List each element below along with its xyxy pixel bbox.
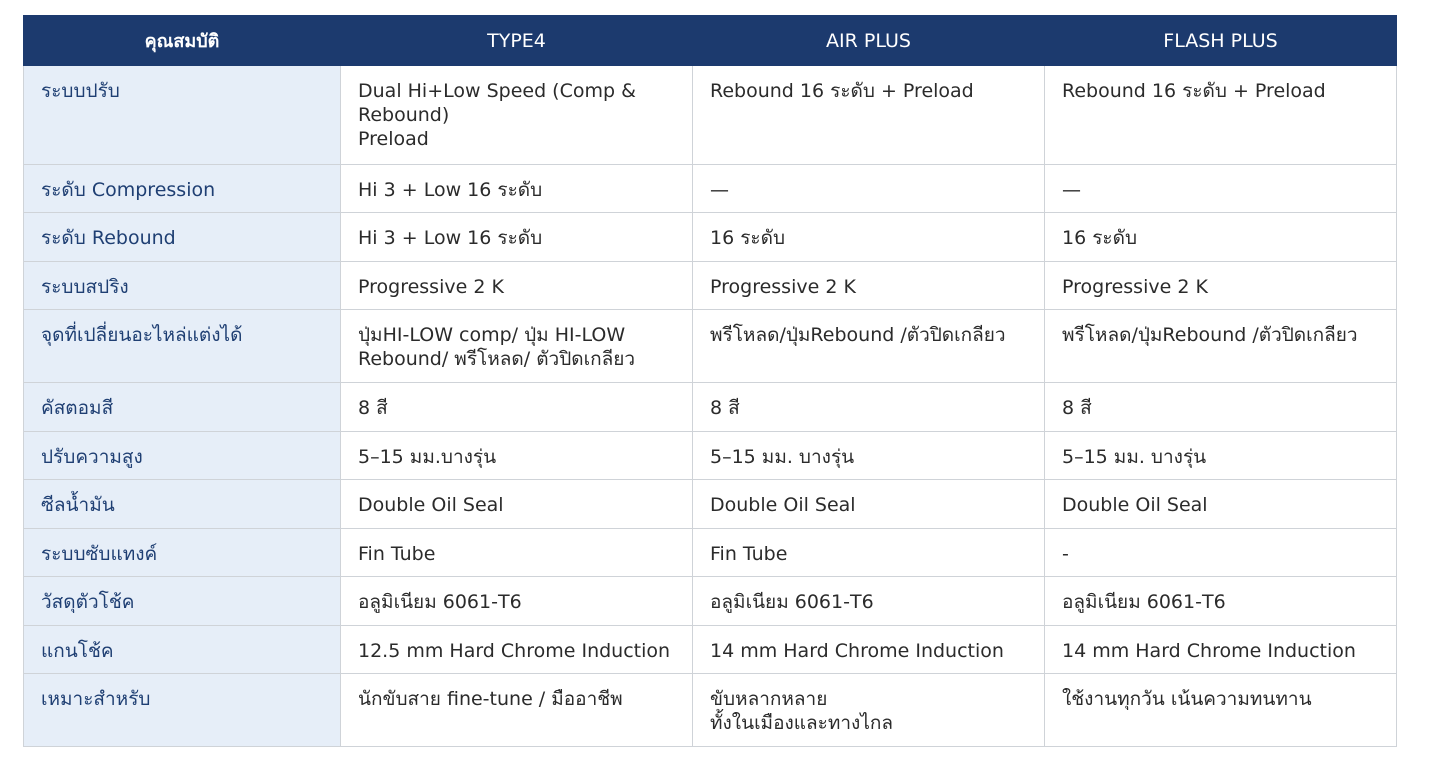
row-label: ระบบสปริง	[24, 262, 341, 310]
cell-air-plus: Progressive 2 K	[693, 262, 1045, 310]
cell-flash-plus: ใช้งานทุกวัน เน้นความทนทาน	[1045, 674, 1397, 747]
cell-air-plus: พรีโหลด/ปุ่มRebound /ตัวปิดเกลียว	[693, 310, 1045, 383]
row-label: แกนโช้ค	[24, 626, 341, 674]
cell-type4: อลูมิเนียม 6061-T6	[341, 577, 693, 626]
table-row	[24, 310, 1397, 383]
table-header	[24, 16, 1397, 66]
table-row	[24, 383, 1397, 432]
cell-air-plus: อลูมิเนียม 6061-T6	[693, 577, 1045, 626]
cell-type4: Progressive 2 K	[341, 262, 693, 310]
cell-air-plus: Double Oil Seal	[693, 480, 1045, 529]
cell-flash-plus: พรีโหลด/ปุ่มRebound /ตัวปิดเกลียว	[1045, 310, 1397, 383]
table-row	[24, 480, 1397, 529]
cell-air-plus: Rebound 16 ระดับ + Preload	[693, 66, 1045, 165]
cell-type4: นักขับสาย fine-tune / มืออาชีพ	[341, 674, 693, 747]
row-label: จุดที่เปลี่ยนอะไหล่แต่งได้	[24, 310, 341, 383]
table-row	[24, 674, 1397, 747]
cell-type4: 5–15 มม.บางรุ่น	[341, 432, 693, 480]
cell-type4: Dual Hi+Low Speed (Comp & Rebound) Preload	[341, 66, 693, 165]
header-feature: คุณสมบัติ	[24, 16, 341, 66]
cell-flash-plus: 16 ระดับ	[1045, 213, 1397, 262]
row-label: เหมาะสำหรับ	[24, 674, 341, 747]
cell-type4: Fin Tube	[341, 529, 693, 577]
table-row	[24, 165, 1397, 213]
row-label: คัสตอมสี	[24, 383, 341, 432]
cell-air-plus: ขับหลากหลาย ทั้งในเมืองและทางไกล	[693, 674, 1045, 747]
row-label: ระบบซับแทงค์	[24, 529, 341, 577]
table-row	[24, 577, 1397, 626]
cell-air-plus: 16 ระดับ	[693, 213, 1045, 262]
row-label: ระดับ Rebound	[24, 213, 341, 262]
cell-type4: Hi 3 + Low 16 ระดับ	[341, 213, 693, 262]
row-label: ระบบปรับ	[24, 66, 341, 165]
row-label: ซีลน้ำมัน	[24, 480, 341, 529]
cell-flash-plus: -	[1045, 529, 1397, 577]
cell-type4: Hi 3 + Low 16 ระดับ	[341, 165, 693, 213]
table-row	[24, 626, 1397, 674]
header-flash-plus: FLASH PLUS	[1045, 16, 1397, 66]
cell-flash-plus: 8 สี	[1045, 383, 1397, 432]
cell-flash-plus: —	[1045, 165, 1397, 213]
row-label: ปรับความสูง	[24, 432, 341, 480]
cell-flash-plus: Rebound 16 ระดับ + Preload	[1045, 66, 1397, 165]
row-label: วัสดุตัวโช้ค	[24, 577, 341, 626]
row-label: ระดับ Compression	[24, 165, 341, 213]
table-row	[24, 529, 1397, 577]
cell-type4: ปุ่มHI-LOW comp/ ปุ่ม HI-LOW Rebound/ พรีโหลด/ ตัวปิดเกลียว	[341, 310, 693, 383]
table-row	[24, 213, 1397, 262]
table-row	[24, 432, 1397, 480]
cell-air-plus: —	[693, 165, 1045, 213]
header-air-plus: AIR PLUS	[693, 16, 1045, 66]
cell-air-plus: 8 สี	[693, 383, 1045, 432]
spec-table-container	[23, 15, 1396, 747]
table-body	[24, 66, 1397, 747]
cell-air-plus: Fin Tube	[693, 529, 1045, 577]
header-type4: TYPE4	[341, 16, 693, 66]
cell-air-plus: 5–15 มม. บางรุ่น	[693, 432, 1045, 480]
cell-flash-plus: Double Oil Seal	[1045, 480, 1397, 529]
cell-type4: Double Oil Seal	[341, 480, 693, 529]
cell-flash-plus: 14 mm Hard Chrome Induction	[1045, 626, 1397, 674]
spec-comparison-table	[23, 15, 1397, 747]
cell-flash-plus: อลูมิเนียม 6061-T6	[1045, 577, 1397, 626]
cell-air-plus: 14 mm Hard Chrome Induction	[693, 626, 1045, 674]
header-row	[24, 16, 1397, 66]
table-row	[24, 66, 1397, 165]
cell-flash-plus: 5–15 มม. บางรุ่น	[1045, 432, 1397, 480]
cell-type4: 12.5 mm Hard Chrome Induction	[341, 626, 693, 674]
cell-flash-plus: Progressive 2 K	[1045, 262, 1397, 310]
cell-type4: 8 สี	[341, 383, 693, 432]
table-row	[24, 262, 1397, 310]
